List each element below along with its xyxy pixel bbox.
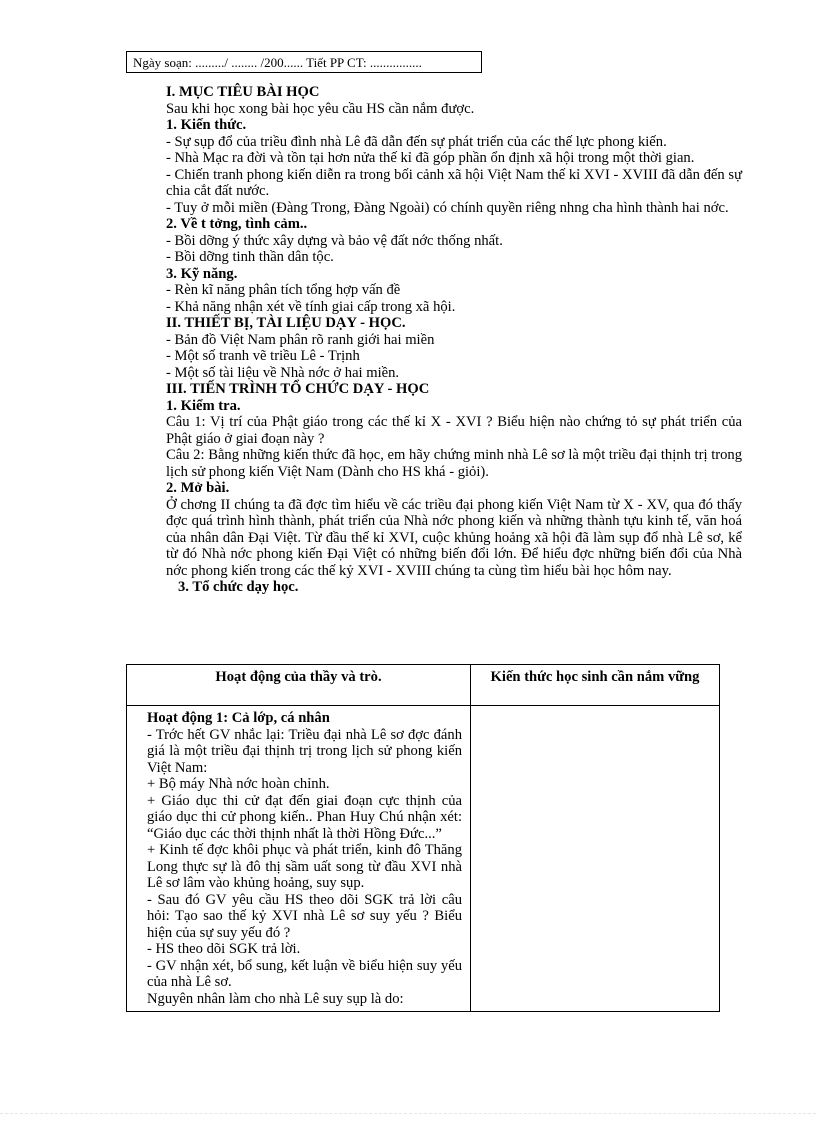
equipment-item: - Một số tranh vẽ triều Lê - Trịnh bbox=[166, 348, 360, 364]
section-3-title: III. TIẾN TRÌNH TỔ CHỨC DẠY - HỌC bbox=[166, 381, 430, 397]
page-bottom-divider bbox=[0, 1113, 816, 1114]
knowledge-item: - Sự sụp đổ của triều đình nhà Lê đã dẫn đến sự phát triển của các thế lực phong kiến. bbox=[166, 133, 667, 150]
section-1-intro: Sau khi học xong bài học yêu cầu HS cần nắm được. bbox=[166, 100, 475, 117]
activity-line: - HS theo dõi SGK trả lời. bbox=[147, 941, 301, 957]
activity-line: + Kinh tế đợc khôi phục và phát triển, kinh đô Thăng Long thực sự là đô thị sầm uất song từ đầu XVI nhà Lê sơ lâm vào khủng hoảng, suy sụp. bbox=[147, 842, 462, 891]
knowledge-cell bbox=[471, 706, 720, 1012]
review-question: Câu 2: Bằng những kiến thức đã học, em hãy chứng minh nhà Lê sơ là một triều đại thịnh trị trong lịch sử phong kiến Việt Nam (Dành cho HS khá - giỏi). bbox=[166, 447, 742, 480]
attitude-item: - Bồi dỡng ý thức xây dựng và bảo vệ đất nớc thống nhất. bbox=[166, 232, 503, 249]
attitude-item: - Bồi dỡng tinh thần dân tộc. bbox=[166, 249, 334, 265]
review-question: Câu 1: Vị trí của Phật giáo trong các thế kỉ X - XVI ? Biểu hiện nào chứng tỏ sự phát triển của Phật giáo ở giai đoạn này ? bbox=[166, 414, 742, 447]
activity-line: + Bộ máy Nhà nớc hoàn chỉnh. bbox=[147, 776, 330, 792]
section-1-2-heading: 2. Về t tởng, tình cảm.. bbox=[166, 216, 308, 232]
lesson-content bbox=[132, 84, 742, 596]
section-1-1-heading: 1. Kiến thức. bbox=[166, 117, 247, 133]
section-3-1-heading: 1. Kiểm tra. bbox=[166, 397, 241, 414]
activities-cell bbox=[127, 706, 471, 1012]
section-1-title: I. MỤC TIÊU BÀI HỌC bbox=[166, 84, 320, 100]
skill-item: - Khả năng nhận xét về tính giai cấp trong xã hội. bbox=[166, 298, 456, 315]
introduction-text: Ở chơng II chúng ta đã đợc tìm hiểu về các triều đại phong kiến Việt Nam từ X - XV, qua đó thấy đợc quá trình hình thành, phát triển của Nhà nớc phong kiến và những thành tựu kinh tế, văn hoá của nhân dân Đại Việt. Từ đầu thế kỉ XVI, cuộc khủng hoảng xã hội đã làm sụp đổ nhà Lê sơ, kể từ đó Nhà nớc phong kiến Đại Việt có những biến đổi lớn. Để hiểu đợc những biến đổi của Nhà nớc phong kiến trong các thế kỷ XVI - XVIII chúng ta cùng tìm hiểu bài học hôm nay. bbox=[166, 496, 742, 579]
skill-item: - Rèn kĩ năng phân tích tổng hợp vấn đề bbox=[166, 282, 401, 298]
knowledge-item: - Tuy ở mỗi miền (Đàng Trong, Đàng Ngoài) có chính quyền riêng nhng cha hình thành hai nớc. bbox=[166, 199, 729, 216]
section-1-3-heading: 3. Kỹ năng. bbox=[166, 265, 238, 282]
knowledge-item: - Nhà Mạc ra đời và tồn tại hơn nửa thế kỉ đã góp phần ổn định xã hội trong một thời gian. bbox=[166, 150, 695, 166]
activity-line: - Sau đó GV yêu cầu HS theo dõi SGK trả lời câu hỏi: Tạo sao thế kỷ XVI nhà Lê sơ suy yếu ? Biểu hiện của sự suy yếu đó ? bbox=[147, 891, 462, 941]
table-row bbox=[127, 706, 720, 1012]
column-header-knowledge: Kiến thức học sinh cần nắm vững bbox=[471, 665, 720, 706]
activity-line: + Giáo dục thi cử đạt đến giai đoạn cực thịnh của giáo dục thi cử phong kiến.. Phan Huy Chú nhận xét: “Giáo dục các thời thịnh nhất là thời Hồng Đức...” bbox=[147, 792, 462, 842]
section-3-2-heading: 2. Mở bài. bbox=[166, 480, 230, 496]
activity-line: - GV nhận xét, bổ sung, kết luận về biểu hiện suy yếu của nhà Lê sơ. bbox=[147, 957, 462, 990]
table-header-row bbox=[127, 665, 720, 706]
activity-title: Hoạt động 1: Cả lớp, cá nhân bbox=[147, 710, 330, 726]
equipment-item: - Bản đồ Việt Nam phân rõ ranh giới hai miền bbox=[166, 331, 435, 348]
activity-line: Nguyên nhân làm cho nhà Lê suy sụp là do: bbox=[147, 990, 404, 1007]
column-header-activities: Hoạt động của thầy và trò. bbox=[127, 665, 471, 706]
lesson-header bbox=[126, 51, 482, 73]
equipment-item: - Một số tài liệu về Nhà nớc ở hai miền. bbox=[166, 364, 400, 381]
header-text: Ngày soạn: ........./ ........ /200...... Tiết PP CT: ................ bbox=[133, 55, 422, 70]
activity-line: - Trớc hết GV nhắc lại: Triều đại nhà Lê sơ đợc đánh giá là một triều đại thịnh trị trong lịch sử phong kiến Việt Nam: bbox=[147, 726, 462, 776]
knowledge-item: - Chiến tranh phong kiến diễn ra trong bối cảnh xã hội Việt Nam thế kỉ XVI - XVIII đã dẫn đến sự chia cắt đất nước. bbox=[166, 166, 742, 199]
section-2-title: II. THIẾT BỊ, TÀI LIỆU DẠY - HỌC. bbox=[166, 315, 406, 331]
section-3-3-heading: 3. Tổ chức dạy học. bbox=[178, 579, 299, 595]
lesson-table bbox=[126, 664, 720, 1012]
